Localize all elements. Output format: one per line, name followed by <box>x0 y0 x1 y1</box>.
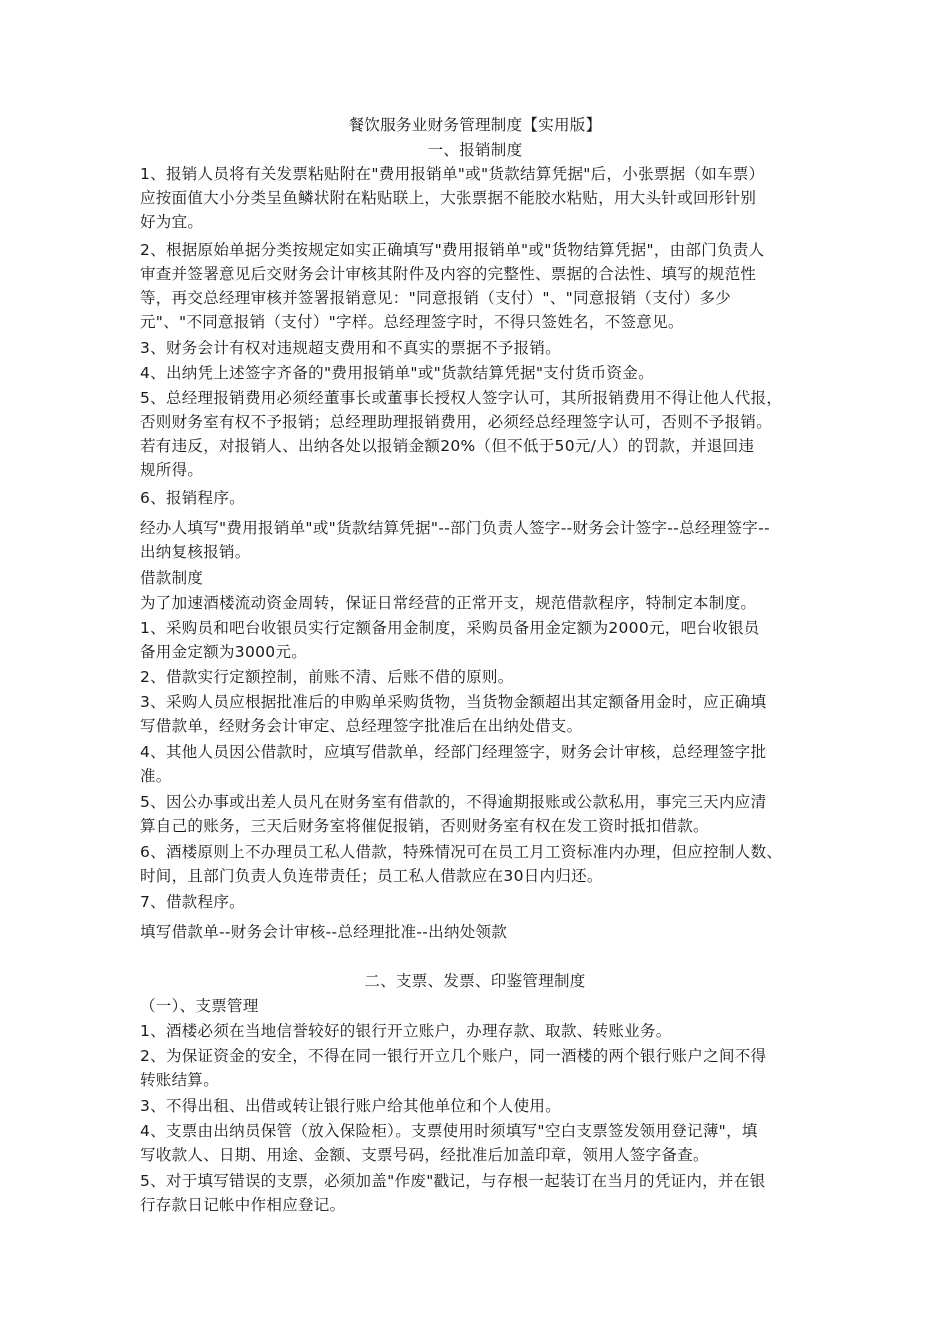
text-line: 否则财务室有权不予报销；总经理助理报销费用，必须经总经理签字认可，否则不予报销。 <box>140 413 773 431</box>
text-line: 规所得。 <box>140 461 204 479</box>
text-line: 4、支票由出纳员保管（放入保险柜）。支票使用时须填写"空白支票签发领用登记薄"，填 <box>140 1122 758 1140</box>
text-line: 应按面值大小分类呈鱼鳞状附在粘贴联上，大张票据不能胶水粘贴，用大头针或回形针别 <box>140 189 757 207</box>
text-line: 若有违反，对报销人、出纳各处以报销金额20%（但不低于50元/人）的罚款，并退回违 <box>140 437 755 455</box>
text-line: 元"、"不同意报销（支付）"字样。总经理签字时，不得只签姓名，不签意见。 <box>140 313 684 331</box>
text-line: 2、借款实行定额控制，前账不清、后账不借的原则。 <box>140 668 514 686</box>
text-line: 转账结算。 <box>140 1071 220 1089</box>
subsection-heading-loans: 借款制度 <box>140 569 204 587</box>
text-line: 经办人填写"费用报销单"或"货款结算凭据"--部门负责人签字--财务会计签字--总经理签字-- <box>140 519 770 537</box>
text-line: 2、为保证资金的安全，不得在同一银行开立几个账户，同一酒楼的两个银行账户之间不得 <box>140 1047 767 1065</box>
text-line: 3、采购人员应根据批准后的申购单采购货物，当货物金额超出其定额备用金时，应正确填 <box>140 693 767 711</box>
text-line: 1、采购员和吧台收银员实行定额备用金制度，采购员备用金定额为2000元，吧台收银员 <box>140 619 760 637</box>
text-line: 时间，且部门负责人负连带责任；员工私人借款应在30日内归还。 <box>140 867 603 885</box>
text-line: 2、根据原始单据分类按规定如实正确填写"费用报销单"或"货物结算凭据"，由部门负责人 <box>140 241 765 259</box>
text-line: 写借款单，经财务会计审定、总经理签字批准后在出纳处借支。 <box>140 717 583 735</box>
text-line: 为了加速酒楼流动资金周转，保证日常经营的正常开支，规范借款程序，特制定本制度。 <box>140 594 757 612</box>
text-line: 4、出纳凭上述签字齐备的"费用报销单"或"货款结算凭据"支付货币资金。 <box>140 364 654 382</box>
text-line: 5、总经理报销费用必须经董事长或董事长授权人签字认可，其所报销费用不得让他人代报， <box>140 389 783 407</box>
text-line: 3、不得出租、出借或转让银行账户给其他单位和个人使用。 <box>140 1097 561 1115</box>
text-line: 4、其他人员因公借款时，应填写借款单，经部门经理签字，财务会计审核，总经理签字批 <box>140 743 767 761</box>
text-line: 7、借款程序。 <box>140 893 245 911</box>
text-line: 审查并签署意见后交财务会计审核其附件及内容的完整性、票据的合法性、填写的规范性 <box>140 265 757 283</box>
text-line: 算自己的账务，三天后财务室将催促报销，否则财务室有权在发工资时抵扣借款。 <box>140 817 709 835</box>
text-line: 准。 <box>140 767 172 785</box>
text-line: 填写借款单--财务会计审核--总经理批准--出纳处领款 <box>140 923 508 941</box>
text-line: 等，再交总经理审核并签署报销意见："同意报销（支付）"、"同意报销（支付）多少 <box>140 289 732 307</box>
text-line: 1、酒楼必须在当地信誉较好的银行开立账户，办理存款、取款、转账业务。 <box>140 1022 672 1040</box>
text-line: 出纳复核报销。 <box>140 543 251 561</box>
text-line: 备用金定额为3000元。 <box>140 643 308 661</box>
section-heading-reimbursement: 一、报销制度 <box>427 141 523 159</box>
text-line: 好为宜。 <box>140 213 204 231</box>
text-line: 6、酒楼原则上不办理员工私人借款，特殊情况可在员工月工资标准内办理，但应控制人数、 <box>140 843 783 861</box>
text-line: 1、报销人员将有关发票粘贴附在"费用报销单"或"货款结算凭据"后，小张票据（如车票） <box>140 165 765 183</box>
section-heading-cheques: 二、支票、发票、印鉴管理制度 <box>364 972 586 990</box>
document-title: 餐饮服务业财务管理制度【实用版】 <box>348 116 602 134</box>
text-line: 写收款人、日期、用途、金额、支票号码，经批准后加盖印章，领用人签字备查。 <box>140 1146 709 1164</box>
text-line: 6、报销程序。 <box>140 489 245 507</box>
text-line: 5、对于填写错误的支票，必须加盖"作废"戳记，与存根一起装订在当月的凭证内，并在银 <box>140 1172 766 1190</box>
text-line: 3、财务会计有权对违规超支费用和不真实的票据不予报销。 <box>140 339 561 357</box>
text-line: 5、因公办事或出差人员凡在财务室有借款的，不得逾期报账或公款私用，事完三天内应清 <box>140 793 767 811</box>
text-line: 行存款日记帐中作相应登记。 <box>140 1196 346 1214</box>
subsection-heading-cheque-management: （一）、支票管理 <box>140 997 259 1015</box>
